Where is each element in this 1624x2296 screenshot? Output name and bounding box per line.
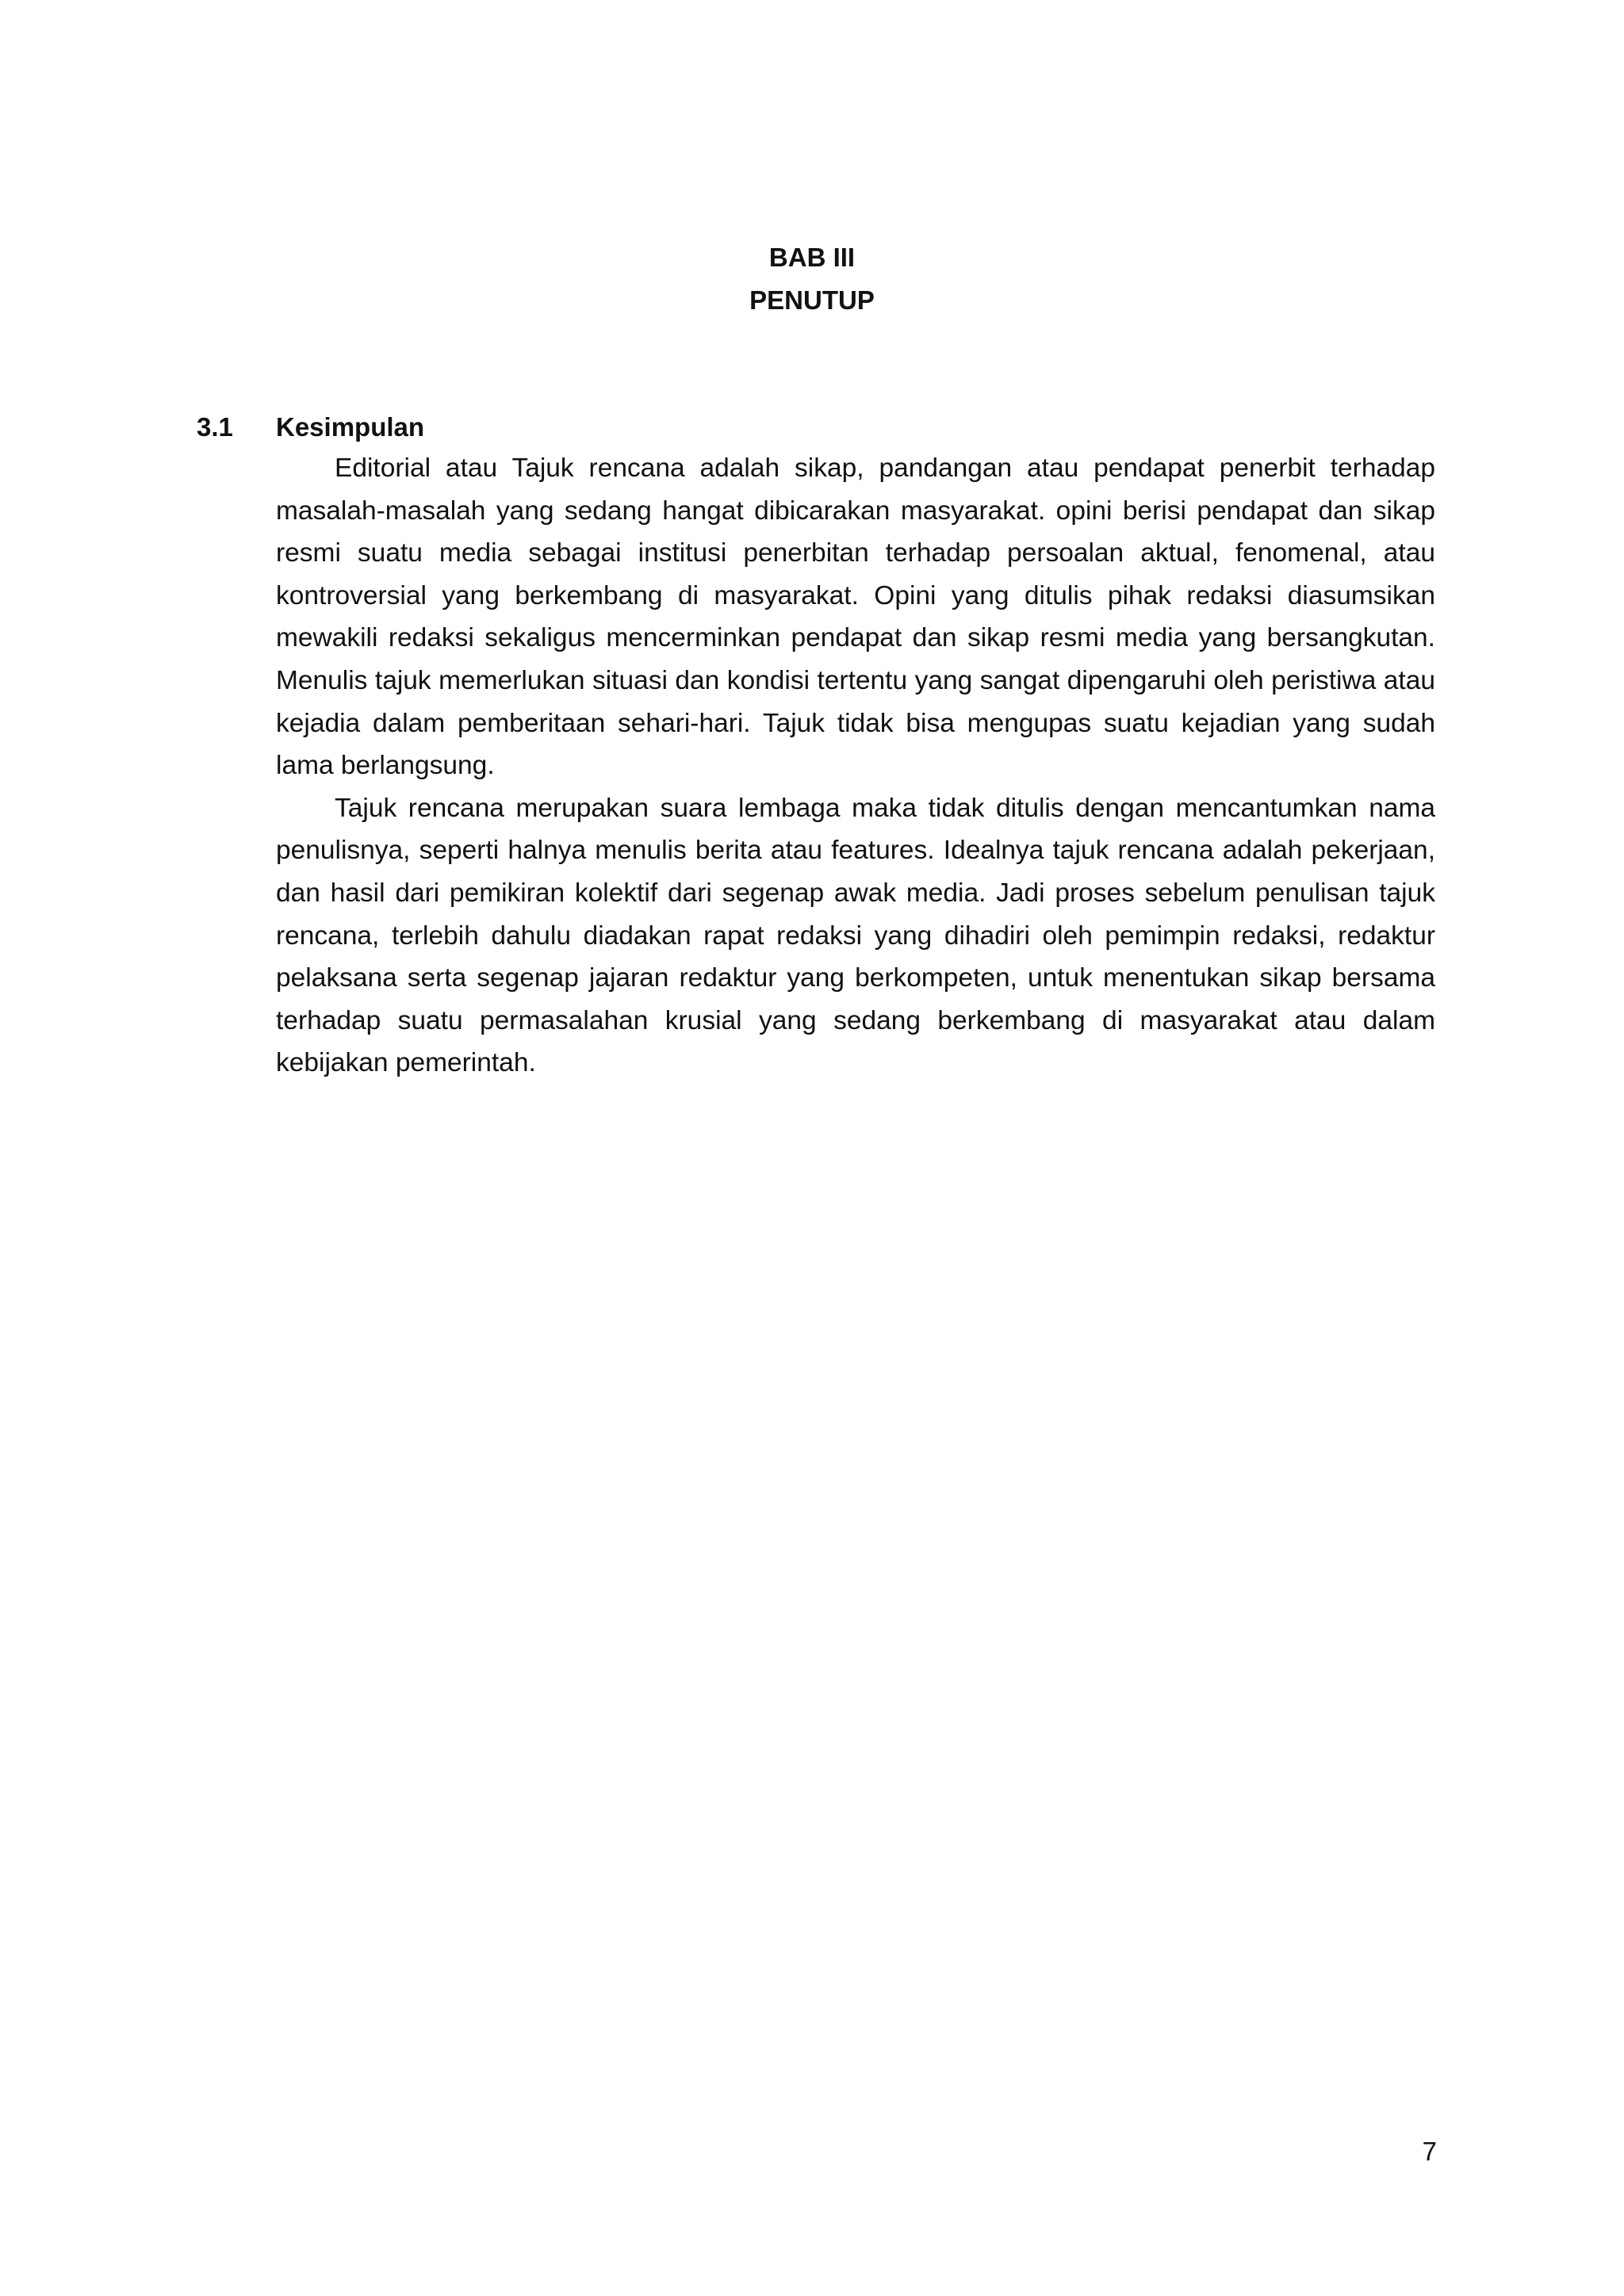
chapter-title: PENUTUP [749, 285, 875, 315]
chapter-label: BAB III [768, 243, 856, 272]
page-number: 7 [1422, 2137, 1437, 2166]
paragraph: Tajuk rencana merupakan suara lembaga maka tidak ditulis dengan mencantumkan nama penulisnya, seperti halnya menulis berita atau features. Idealnya tajuk rencana adalah pekerjaan, dan hasil dari pemikiran kolektif dari segenap awak media. Jadi proses sebelum penulisan tajuk rencana, terlebih dahulu diadakan rapat redaksi yang dihadiri oleh pemimpin redaksi, redaktur pelaksana serta segenap jajaran redaktur yang berkompeten, untuk menentukan sikap bersama terhadap suatu permasalahan krusial yang sedang berkembang di masyarakat atau dalam kebijakan pemerintah. [276, 793, 1435, 1078]
section-number: 3.1 [197, 412, 233, 442]
section-heading [197, 406, 424, 449]
section-body [276, 447, 1435, 1085]
section-title: Kesimpulan [276, 412, 425, 442]
paragraph: Editorial atau Tajuk rencana adalah sikap, pandangan atau pendapat penerbit terhadap masalah-masalah yang sedang hangat dibicarakan masyarakat. opini berisi pendapat dan sikap resmi suatu media sebagai institusi penerbitan terhadap persoalan aktual, fenomenal, atau kontroversial yang berkembang di masyarakat. Opini yang ditulis pihak redaksi diasumsikan mewakili redaksi sekaligus mencerminkan pendapat dan sikap resmi media yang bersangkutan. Menulis tajuk memerlukan situasi dan kondisi tertentu yang sangat dipengaruhi oleh peristiwa atau kejadia dalam pemberitaan sehari-hari. Tajuk tidak bisa mengupas suatu kejadian yang sudah lama berlangsung. [276, 453, 1435, 781]
chapter-heading [0, 236, 1624, 322]
